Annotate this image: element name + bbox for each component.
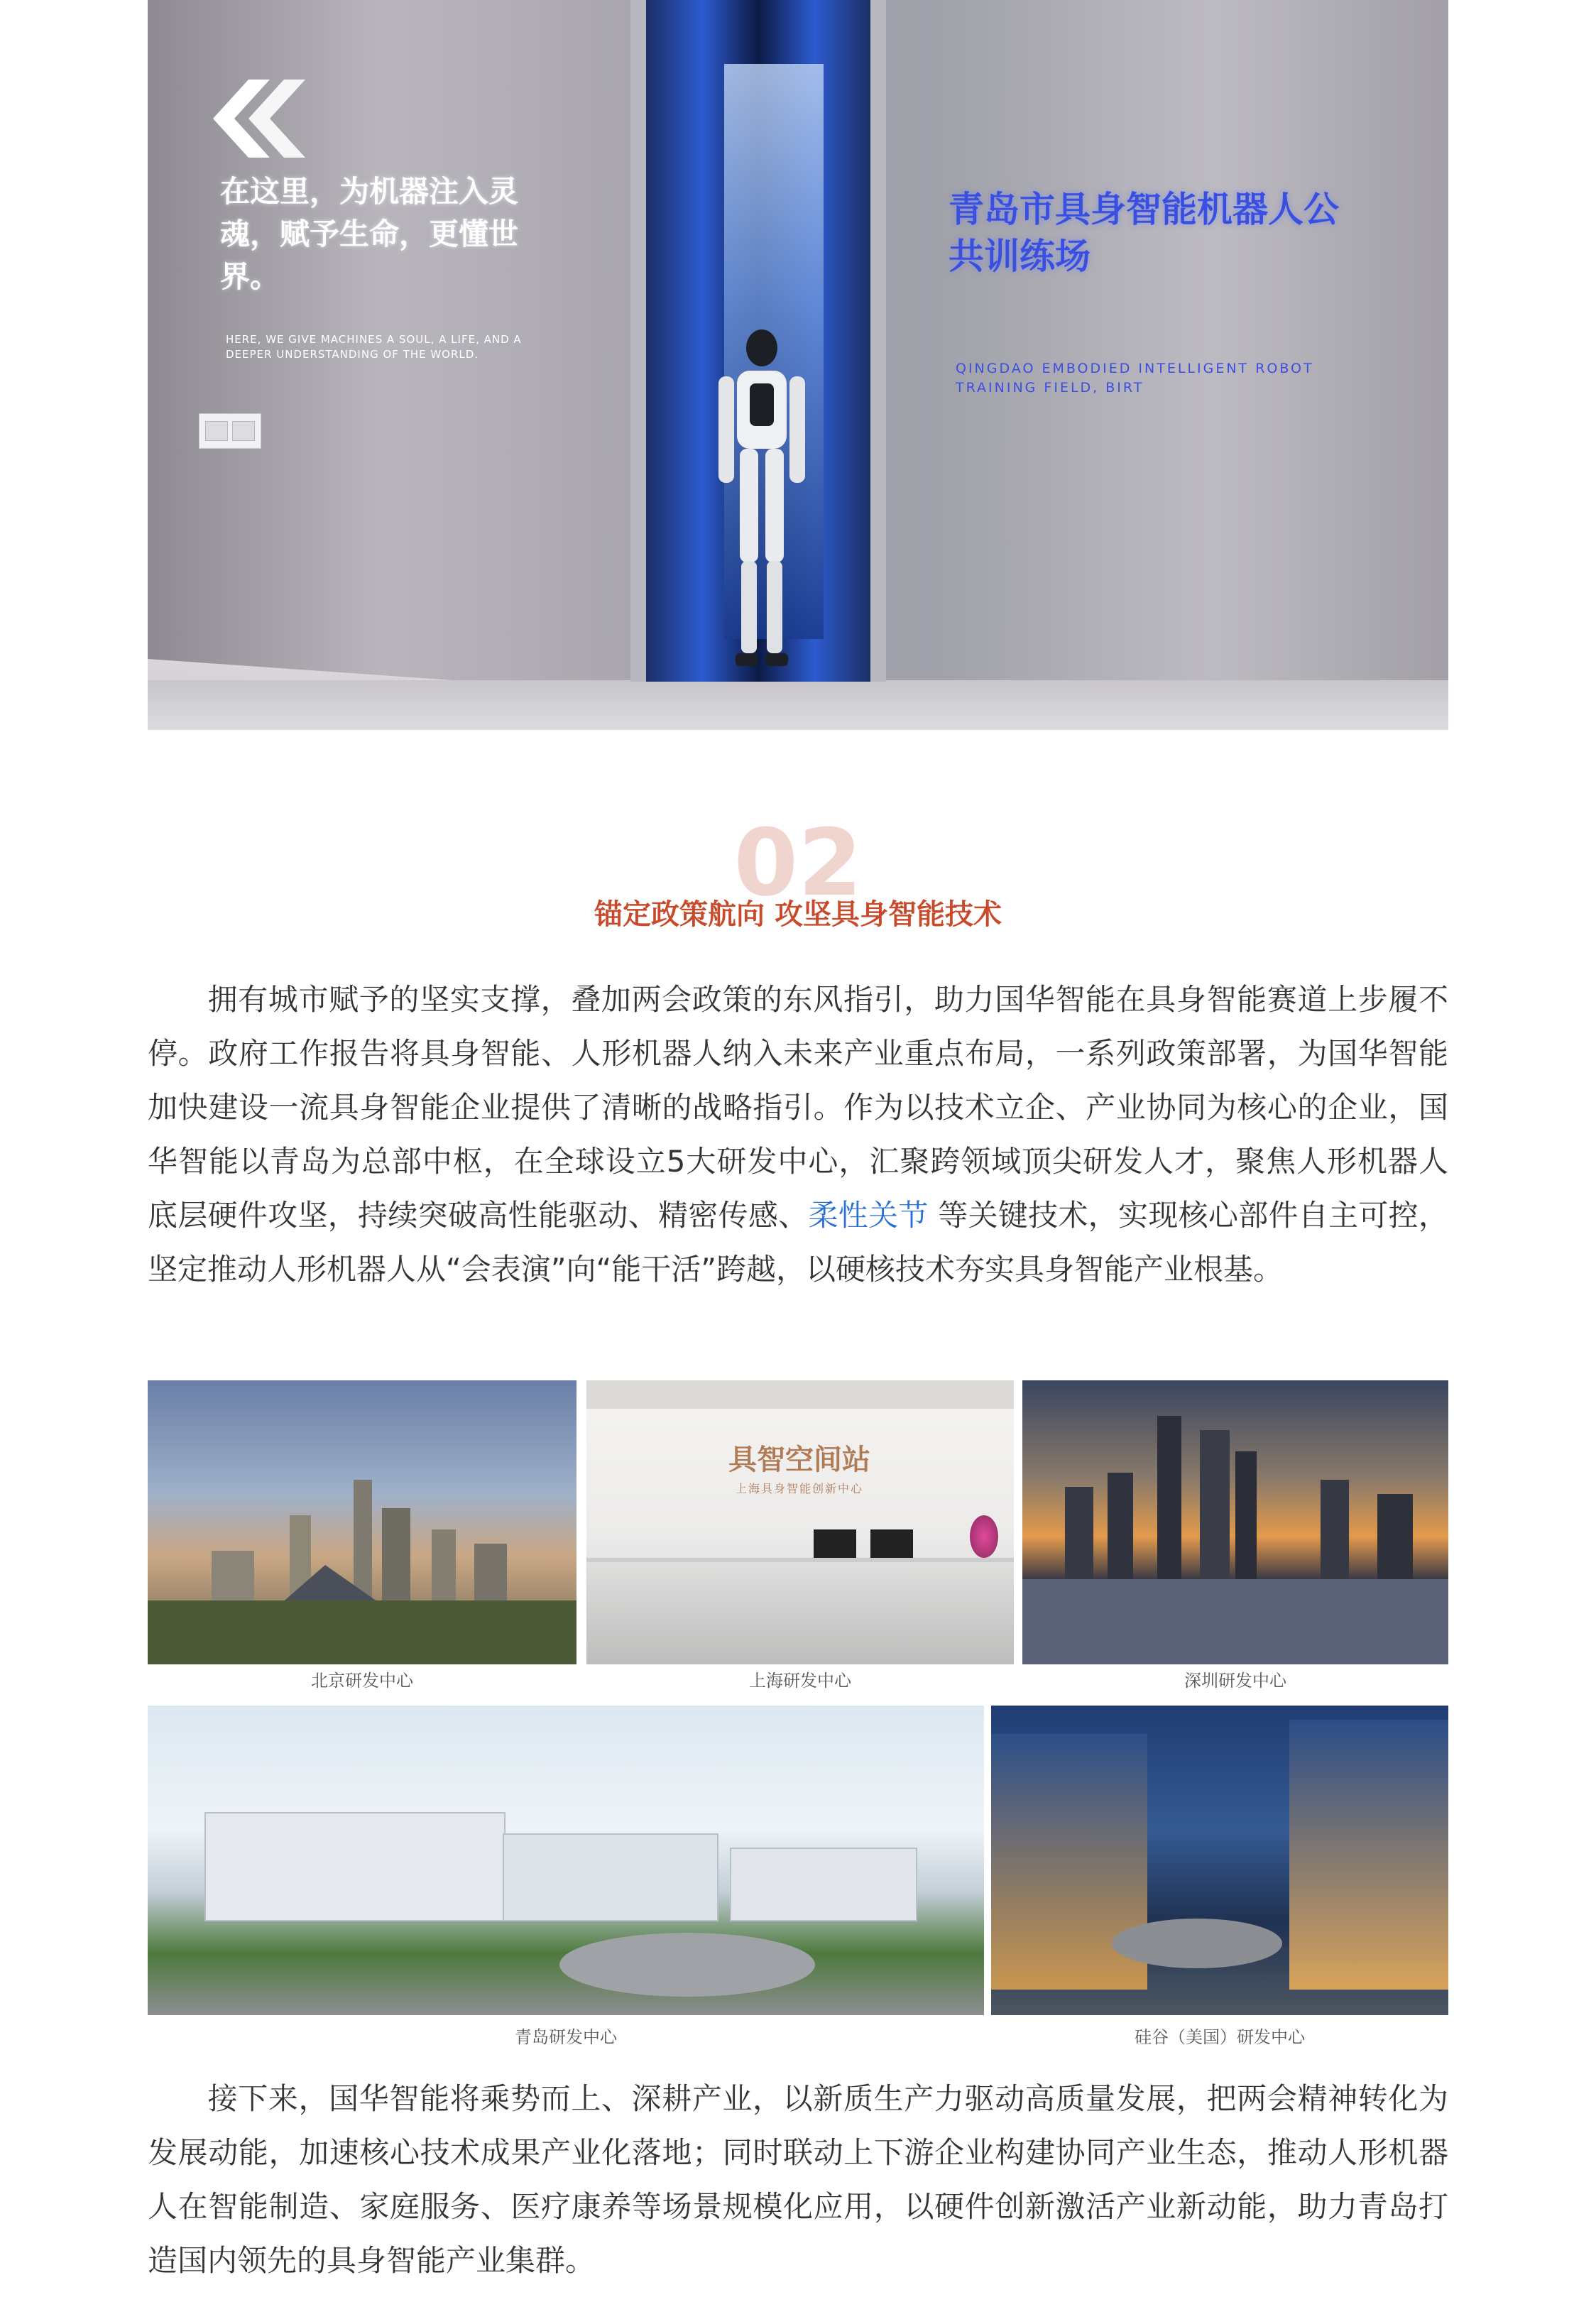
shanghai-wall-sign-sub: 上海具身智能创新中心 xyxy=(735,1482,863,1495)
humanoid-robot-figure xyxy=(709,327,815,682)
section-number: 02 xyxy=(733,809,863,917)
caption-shanghai: 上海研发中心 xyxy=(749,1671,851,1691)
monitor xyxy=(814,1529,856,1558)
company-logo-icon xyxy=(206,80,305,158)
qingdao-building xyxy=(730,1848,917,1921)
wall-slogan: 在这里，为机器注入灵魂，赋予生命，更懂世界。 xyxy=(220,174,519,294)
glass-building xyxy=(1289,1720,1448,1990)
caption-shenzhen: 深圳研发中心 xyxy=(1184,1671,1286,1691)
hero-photo xyxy=(148,0,1448,730)
qingdao-center-photo xyxy=(148,1706,984,2015)
wall-slogan-english: HERE, WE GIVE MACHINES A SOUL, A LIFE, AND A DEEPER UNDERSTANDING OF THE WORLD. xyxy=(226,333,522,361)
training-field-sign-english: QINGDAO EMBODIED INTELLIGENT ROBOT TRAINING FIELD, BIRT xyxy=(956,361,1314,396)
floor-strip xyxy=(148,680,1448,730)
beijing-center-photo xyxy=(148,1380,576,1664)
silicon-valley-center-photo xyxy=(991,1706,1448,2015)
paragraph-text: 等关键技术，实现核心部件自主可控，坚定推动人形机器人从“会表演”向“能干活”跨越，以硬核技术夯实具身智能产业根基。 xyxy=(148,1198,1448,1287)
beijing-skyline-graphic xyxy=(148,1380,576,1664)
paragraph-policy xyxy=(148,973,1448,1297)
paragraph-text: 接下来，国华智能将乘势而上、深耕产业，以新质生产力驱动高质量发展，把两会精神转化为发展动能，加速核心技术成果产业化落地；同时联动上下游企业构建协同产业生态，推动人形机器人在智能制造、家庭服务、医疗康养等场景规模化应用，以硬件创新激活产业新动能，助力青岛打造国内领先的具身智能产业集群。 xyxy=(148,2081,1448,2278)
paragraph-outlook xyxy=(148,2072,1448,2288)
shenzhen-skyline-graphic xyxy=(1022,1380,1448,1664)
shanghai-center-photo xyxy=(586,1380,1014,1664)
shenzhen-center-photo xyxy=(1022,1380,1448,1664)
plaza-planter xyxy=(1112,1919,1282,1968)
orchid-plant xyxy=(970,1515,998,1558)
reception-desk xyxy=(586,1558,1014,1664)
qingdao-building xyxy=(204,1812,505,1921)
roundabout xyxy=(559,1933,815,1997)
paragraph-text: 拥有城市赋予的坚实支撑，叠加两会政策的东风指引，助力国华智能在具身智能赛道上步履不停。政府工作报告将具身智能、人形机器人纳入未来产业重点布局，一系列政策部署，为国华智能加快建设一流具身智能企业提供了清晰的战略指引。作为以技术立企、产业协同为核心的企业，国华智能以青岛为总部中枢，在全球设立5大研发中心，汇聚跨领域顶尖研发人才，聚焦人形机器人底层硬件攻坚，持续突破高性能驱动、精密传感、 xyxy=(148,982,1448,1233)
shanghai-wall-sign: 具智空间站 xyxy=(728,1444,870,1476)
qingdao-building xyxy=(503,1833,718,1921)
wall-switch-panel xyxy=(199,413,261,449)
training-field-sign: 青岛市具身智能机器人公共训练场 xyxy=(949,189,1339,277)
keyword-flexible-joint: 柔性关节 xyxy=(808,1198,929,1233)
section-title: 锚定政策航向 攻坚具身智能技术 xyxy=(594,898,1002,931)
caption-qingdao: 青岛研发中心 xyxy=(515,2027,617,2047)
monitor xyxy=(870,1529,913,1558)
caption-beijing: 北京研发中心 xyxy=(311,1671,413,1691)
caption-silicon-valley: 硅谷（美国）研发中心 xyxy=(1135,2027,1305,2047)
